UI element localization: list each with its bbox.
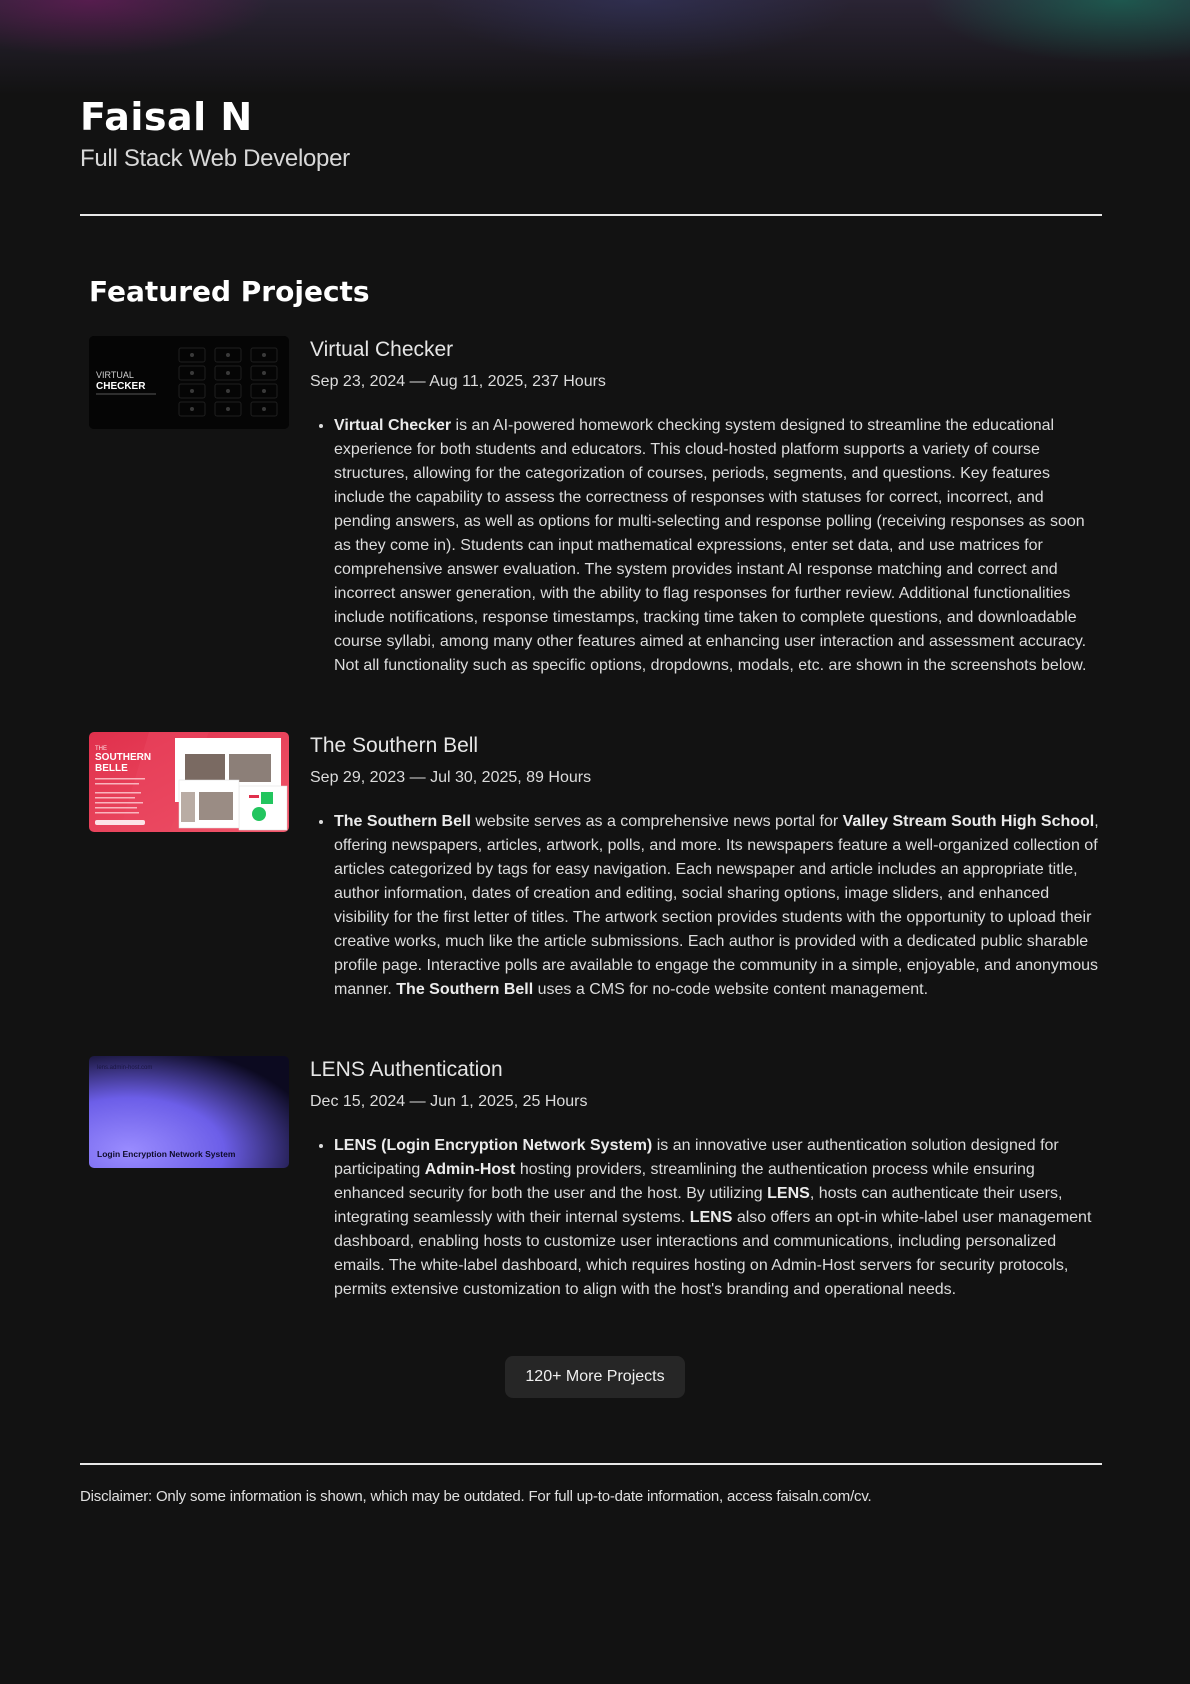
thumb-url: lens.admin-host.com — [97, 1065, 153, 1071]
description-text: website serves as a comprehensive news portal for — [470, 813, 843, 830]
description-text: is an innovative user authentication solution designed for participating — [334, 1137, 1059, 1178]
project-dates: Sep 23, 2024 — Aug 11, 2025, 237 Hours — [310, 373, 606, 390]
description-bold-text: LENS — [689, 1209, 733, 1226]
footer-divider — [80, 1463, 1102, 1465]
project-description — [310, 1134, 1102, 1302]
description-bold-text: Virtual Checker — [334, 417, 452, 434]
description-text: , hosts can authenticate their users, integrating seamlessly with their internal systems. — [334, 1185, 1063, 1226]
disclaimer: Disclaimer: Only some information is shown, which may be outdated. For full up-to-date information, access faisaln.com/cv. — [80, 1488, 872, 1505]
person-name: Faisal N — [80, 95, 253, 139]
thumb-word-southern: SOUTHERN — [95, 752, 152, 763]
project-thumbnail[interactable] — [89, 1056, 289, 1168]
description-text: , offering newspapers, articles, artwork, polls, and more. Its newspapers feature a well-organized collection of articles categorized by tags for easy navigation. Each newspaper and article includes an appropriate title, author information, dates of creation and editing, social sharing options, image sliders, and enhanced visibility for the first letter of titles. The artwork section provides students with the opportunity to upload their creative works, much like the article submissions. Each author is provided with a dedicated public sharable profile page. Interactive polls are available to engage the community in a simple, enjoyable, and anonymous manner. — [334, 813, 1099, 998]
virtual-checker-thumbnail-art — [89, 336, 289, 429]
description-text: hosting providers, streamlining the authentication process while ensuring enhanced security for both the user and the host. By utilizing — [334, 1161, 1035, 1202]
thumb-word-virtual: VIRTUAL — [96, 370, 134, 380]
project-description-item — [334, 414, 1102, 678]
project-description — [310, 414, 1102, 678]
description-bold-text: The Southern Bell — [334, 813, 471, 830]
southern-bell-thumbnail-art — [89, 732, 289, 832]
project-title: Virtual Checker — [310, 338, 454, 361]
project-description-item — [334, 810, 1102, 1002]
project-thumbnail[interactable] — [89, 336, 289, 429]
description-text: is an AI-powered homework checking system designed to streamline the educational experience for both students and educators. This cloud-hosted platform supports a variety of course structures, allowing for the categorization of courses, periods, segments, and questions. Key features include the capability to assess the correctness of responses with statuses for correct, incorrect, and pending answers, as well as options for multi-selecting and response polling (receiving responses as soon as they come in). Students can input mathematical expressions, enter set data, and use matrices for comprehensive answer evaluation. The system provides instant AI response matching and correct and incorrect answer generation, with the ability to flag responses for further review. Additional functionalities include notifications, response timestamps, tracking time taken to complete questions, and downloadable course syllabi, among many other features aimed at enhancing user interaction and assessment accuracy. Not all functionality such as specific options, dropdowns, modals, etc. are shown in the screenshots below. — [334, 417, 1087, 674]
project-thumbnail[interactable] — [89, 732, 289, 832]
thumb-word-the: THE — [95, 746, 107, 752]
project-dates: Dec 15, 2024 — Jun 1, 2025, 25 Hours — [310, 1093, 588, 1110]
description-text: also offers an opt-in white-label user management dashboard, enabling hosts to customize user interactions and communications, including personalized emails. The white-label dashboard, which requires hosting on Admin-Host servers for security protocols, permits extensive customization to align with the host's branding and operational needs. — [334, 1209, 1092, 1298]
project-title: LENS Authentication — [310, 1058, 503, 1081]
header-divider — [80, 214, 1102, 216]
description-bold-text: Valley Stream South High School — [842, 813, 1095, 830]
header-gradient — [0, 0, 1190, 95]
project-title: The Southern Bell — [310, 734, 479, 757]
more-projects-button[interactable]: 120+ More Projects — [505, 1356, 685, 1398]
thumb-caption: Login Encryption Network System — [97, 1149, 236, 1159]
description-bold-text: LENS — [767, 1185, 810, 1202]
job-title: Full Stack Web Developer — [80, 145, 350, 172]
project-description-item — [334, 1134, 1102, 1302]
project-description — [310, 810, 1102, 1002]
description-bold-text: The Southern Bell — [396, 981, 534, 998]
section-title: Featured Projects — [89, 275, 370, 308]
description-bold-text: LENS (Login Encryption Network System) — [334, 1137, 653, 1154]
thumb-word-belle: BELLE — [95, 763, 128, 774]
thumb-word-checker: CHECKER — [96, 381, 146, 392]
description-text: uses a CMS for no-code website content management. — [533, 981, 929, 998]
project-dates: Sep 29, 2023 — Jul 30, 2025, 89 Hours — [310, 769, 592, 786]
lens-thumbnail-art — [89, 1056, 289, 1168]
description-bold-text: Admin-Host — [424, 1161, 516, 1178]
